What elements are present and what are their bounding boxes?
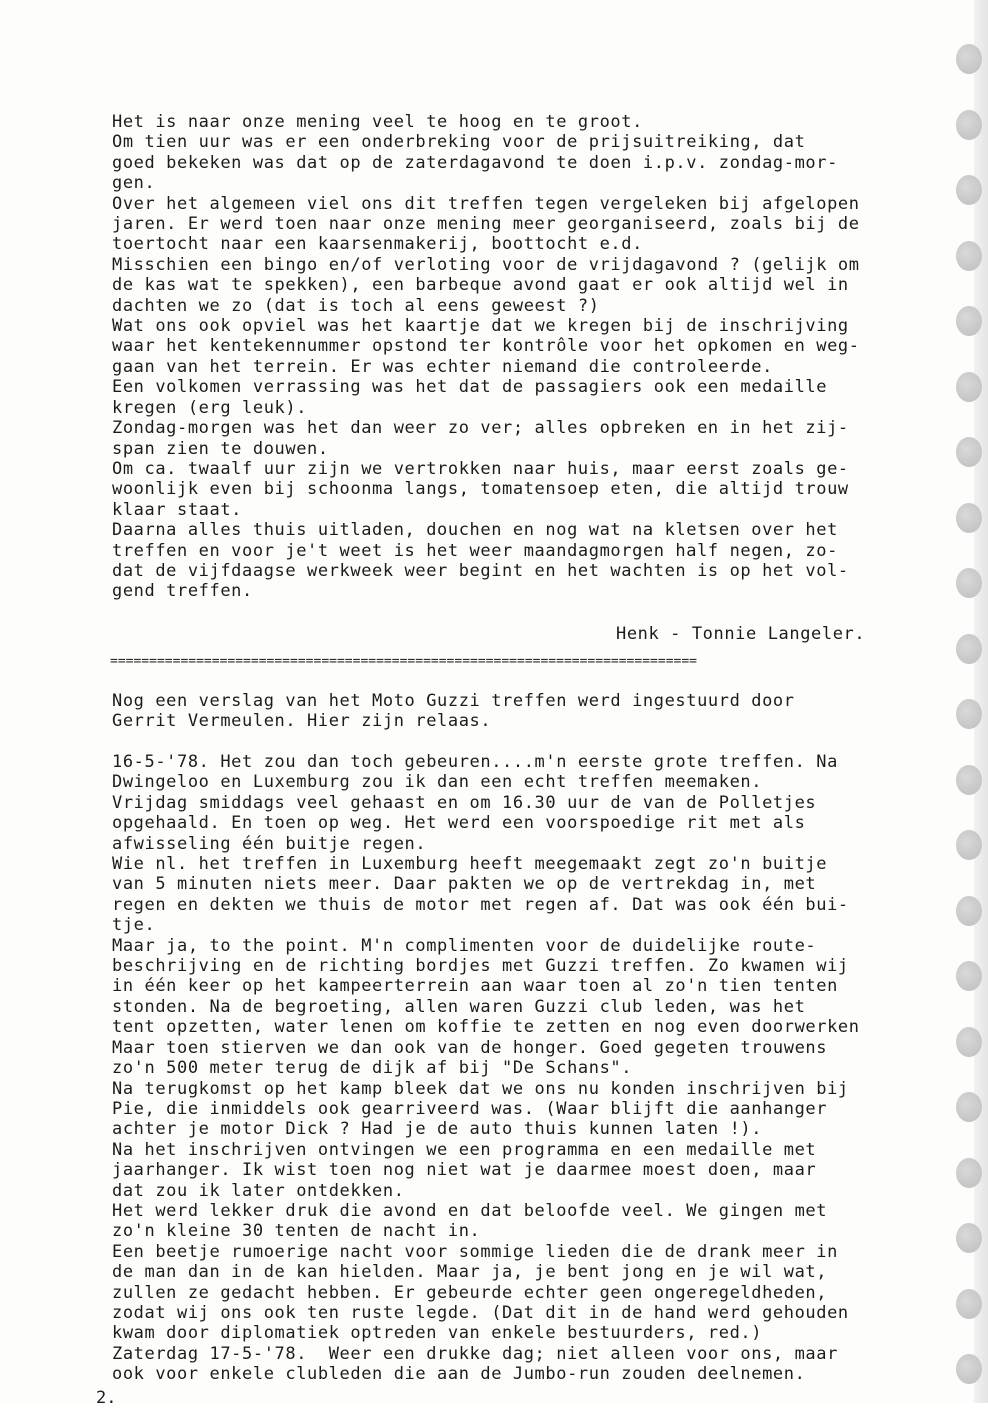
text-line: Het is naar onze mening veel te hoog en te groot. (112, 112, 643, 132)
article-langeler (112, 112, 970, 602)
text-line: Dwingeloo en Luxemburg zou ik dan een echt treffen meemaken. (112, 772, 763, 793)
text-line: treffen en voor je't weet is het weer maandagmorgen half negen, zo- (112, 540, 838, 561)
text-line: ook voor enkele clubleden die aan de Jumbo-run zouden deelnemen. (112, 1364, 806, 1385)
text-line: Vrijdag smiddags veel gehaast en om 16.30 uur de van de Polletjes (112, 792, 817, 813)
text-line: Maar ja, to the point. M'n complimenten voor de duidelijke route- (112, 935, 817, 956)
text-line: toertocht naar een kaarsenmakerij, boottocht e.d. (112, 234, 643, 255)
text-line: dat de vijfdaagse werkweek weer begint en het wachten is op het vol- (112, 560, 849, 581)
text-line: de man dan in de kan hielden. Maar ja, je bent jong en je wil wat, (112, 1262, 828, 1283)
text-line: van 5 minuten niets meer. Daar pakten we op de vertrekdag in, met (112, 874, 817, 895)
text-line: gend treffen. (112, 581, 253, 602)
text-line: kwam door diplomatiek optreden van enkele bestuurders, red.) (112, 1323, 763, 1344)
text-line: kregen (erg leuk). (112, 397, 308, 418)
text-line: woonlijk even bij schoonma langs, tomatensoep eten, die altijd trouw (112, 479, 849, 500)
text-line: Wat ons ook opviel was het kaartje dat we kregen bij de inschrijving (112, 316, 849, 337)
text-line: afwisseling één buitje regen. (112, 833, 427, 854)
text-line: dat zou ik later ontdekken. (112, 1180, 405, 1201)
text-line: tje. (112, 915, 156, 936)
text-line: Om ca. twaalf uur zijn we vertrokken naar huis, maar eerst zoals ge- (112, 458, 849, 479)
text-line: Gerrit Vermeulen. Hier zijn relaas. (112, 711, 492, 732)
text-line: achter je motor Dick ? Had je de auto thuis kunnen laten !). (112, 1119, 763, 1140)
text-line: span zien te douwen. (112, 438, 329, 459)
text-line: stonden. Na de begroeting, allen waren Guzzi club leden, was het (112, 996, 806, 1017)
text-line: Over het algemeen viel ons dit treffen tegen vergeleken bij afgelopen (112, 193, 860, 214)
text-line: Het werd lekker druk die avond en dat beloofde veel. We gingen met (112, 1200, 828, 1221)
text-line: gaan van het terrein. Er was echter niemand die controleerde. (112, 356, 773, 377)
text-line: opgehaald. En toen op weg. Het werd een voorspoedige rit met als (112, 813, 806, 834)
text-line: beschrijving en de richting bordjes met Guzzi treffen. Zo kwamen wij (112, 956, 849, 977)
text-line: Nog een verslag van het Moto Guzzi treffen werd ingestuurd door (112, 691, 795, 711)
text-line: 16-5-'78. Het zou dan toch gebeuren....m'n eerste grote treffen. Na (112, 752, 838, 772)
text-line: zo'n 500 meter terug de dijk af bij "De Schans". (112, 1058, 633, 1079)
text-line: Daarna alles thuis uitladen, douchen en nog wat na kletsen over het (112, 520, 838, 541)
article-vermeulen (112, 752, 970, 1385)
text-line: tent opzetten, water lenen om koffie te zetten en nog even doorwerken (112, 1017, 860, 1038)
text-line: de kas wat te spekken), een barbeque avond gaat er ook altijd wel in (112, 275, 849, 296)
text-line: Zaterdag 17-5-'78. Weer een drukke dag; niet alleen voor ons, maar (112, 1343, 838, 1364)
text-line: zodat wij ons ook ten ruste legde. (Dat dit in de hand werd gehouden (112, 1302, 849, 1323)
text-line: Na het inschrijven ontvingen we een programma en een medaille met (112, 1139, 817, 1160)
binder-hole (956, 44, 982, 74)
text-line: waar het kentekennummer opstond ter kontrôle voor het opkomen en weg- (112, 336, 860, 357)
text-line: Een volkomen verrassing was het dat de passagiers ook een medaille (112, 377, 828, 398)
page-number: 2. (96, 1388, 117, 1408)
text-line: Wie nl. het treffen in Luxemburg heeft meegemaakt zegt zo'n buitje (112, 854, 828, 875)
text-line: Na terugkomst op het kamp bleek dat we ons nu konden inschrijven bij (112, 1078, 849, 1099)
text-line: Pie, die inmiddels ook gearriveerd was. (Waar blijft die aanhanger (112, 1098, 828, 1119)
text-line: regen en dekten we thuis de motor met regen af. Dat was ook één bui- (112, 894, 849, 915)
text-line: Misschien een bingo en/of verloting voor de vrijdagavond ? (gelijk om (112, 254, 860, 275)
text-line: zo'n kleine 30 tenten de nacht in. (112, 1221, 481, 1242)
text-line: jaarhanger. Ik wist toen nog niet wat je daarmee moest doen, maar (112, 1160, 817, 1181)
binder-hole (956, 634, 982, 664)
text-line: Om tien uur was er een onderbreking voor de prijsuitreiking, dat (112, 132, 806, 153)
text-line: goed bekeken was dat op de zaterdagavond te doen i.p.v. zondag-mor- (112, 152, 838, 173)
text-line: gen. (112, 173, 156, 194)
text-line: jaren. Er werd toen naar onze mening meer georganiseerd, zoals bij de (112, 214, 860, 235)
signature: Henk - Tonnie Langeler. (616, 624, 866, 644)
text-line: dachten we zo (dat is toch al eens geweest ?) (112, 295, 600, 316)
text-line: Zondag-morgen was het dan weer zo ver; alles opbreken en in het zij- (112, 418, 849, 439)
section-divider: =========================================================================== (110, 655, 697, 669)
intro-vermeulen (112, 691, 970, 732)
text-line: in één keer op het kampeerterrein aan waar toen al zo'n tien tenten (112, 976, 838, 997)
text-line: Een beetje rumoerige nacht voor sommige lieden die de drank meer in (112, 1241, 838, 1262)
text-line: Maar toen stierven we dan ook van de honger. Goed gegeten trouwens (112, 1037, 828, 1058)
text-line: zullen ze gedacht hebben. Er gebeurde echter geen ongeregeldheden, (112, 1282, 828, 1303)
text-line: klaar staat. (112, 499, 243, 520)
